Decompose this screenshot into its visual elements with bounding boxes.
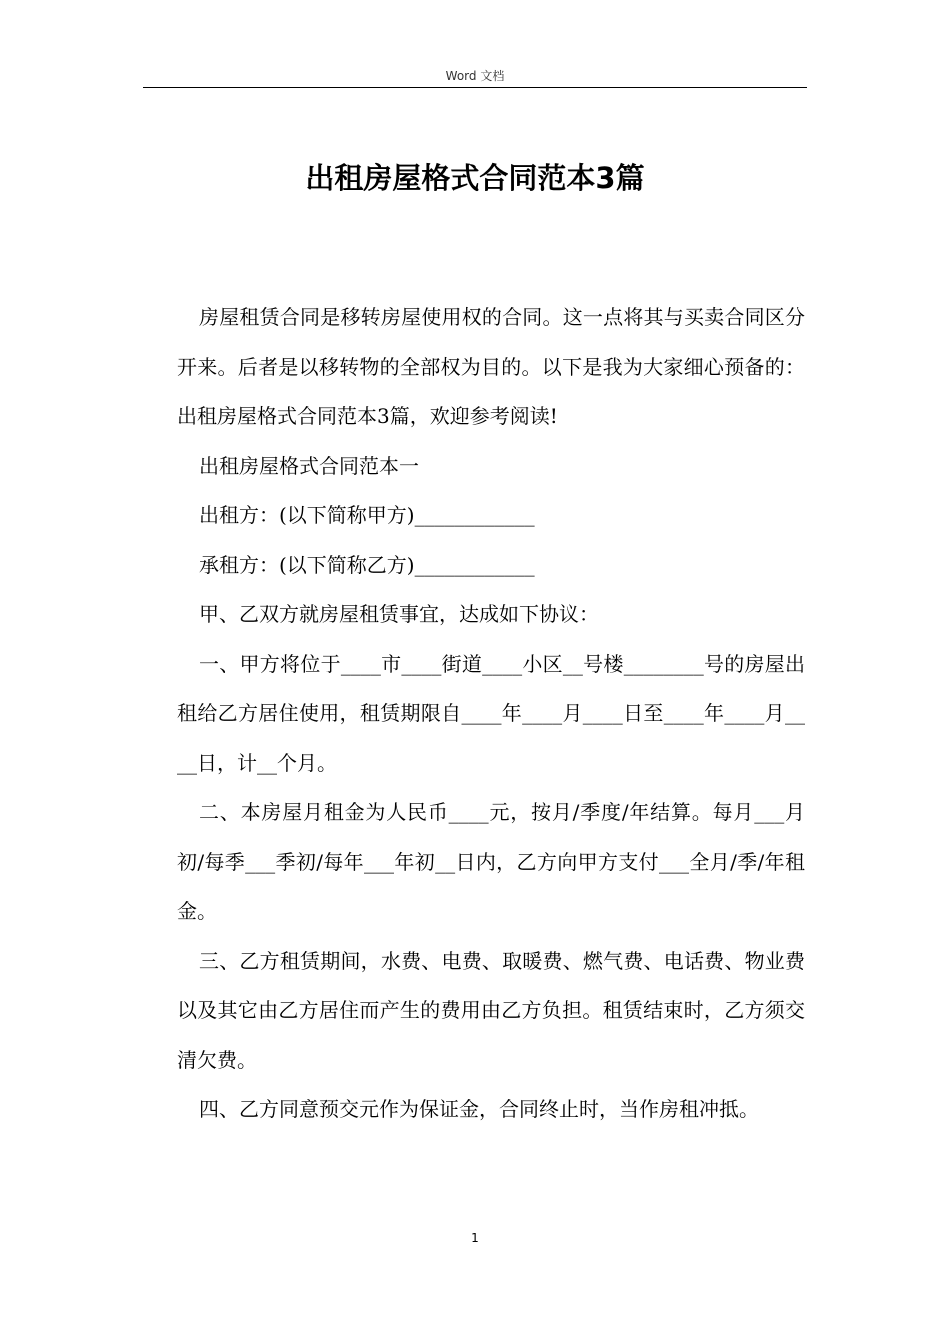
paragraph-section-heading: 出租房屋格式合同范本一	[199, 453, 419, 478]
paragraph-clause-2: 二、本房屋月租金为人民币____元，按月/季度/年结算。每月___月初/每季___季初/每年___年初__日内，乙方向甲方支付___全月/季/年租金。	[177, 800, 805, 923]
paragraph-agreement: 甲、乙双方就房屋租赁事宜，达成如下协议：	[199, 602, 599, 626]
paragraph-intro: 房屋租赁合同是移转房屋使用权的合同。这一点将其与买卖合同区分开来。后者是以移转物的全部权为目的。以下是我为大家细心预备的：出租房屋格式合同范本3篇，欢迎参考阅读!	[177, 305, 805, 428]
paragraph-clause-3: 三、乙方租赁期间，水费、电费、取暖费、燃气费、电话费、物业费以及其它由乙方居住而产生的费用由乙方负担。租赁结束时，乙方须交清欠费。	[177, 948, 805, 1072]
paragraph-clause-4: 四、乙方同意预交元作为保证金，合同终止时，当作房租冲抵。	[199, 1097, 759, 1121]
page-number: 1	[471, 1231, 479, 1245]
header-divider	[143, 87, 807, 88]
paragraph-clause-1: 一、甲方将位于____市____街道____小区__号楼________号的房屋出租给乙方居住使用，租赁期限自____年____月____日至____年____月____日，计__个月。	[177, 651, 805, 775]
document-body	[177, 293, 805, 1135]
paragraph-lessee: 承租方：(以下简称乙方)____________	[199, 552, 535, 577]
header-label: Word 文档	[445, 69, 505, 83]
document-title: 出租房屋格式合同范本3篇	[305, 161, 645, 195]
paragraph-lessor: 出租方：(以下简称甲方)____________	[199, 503, 535, 527]
